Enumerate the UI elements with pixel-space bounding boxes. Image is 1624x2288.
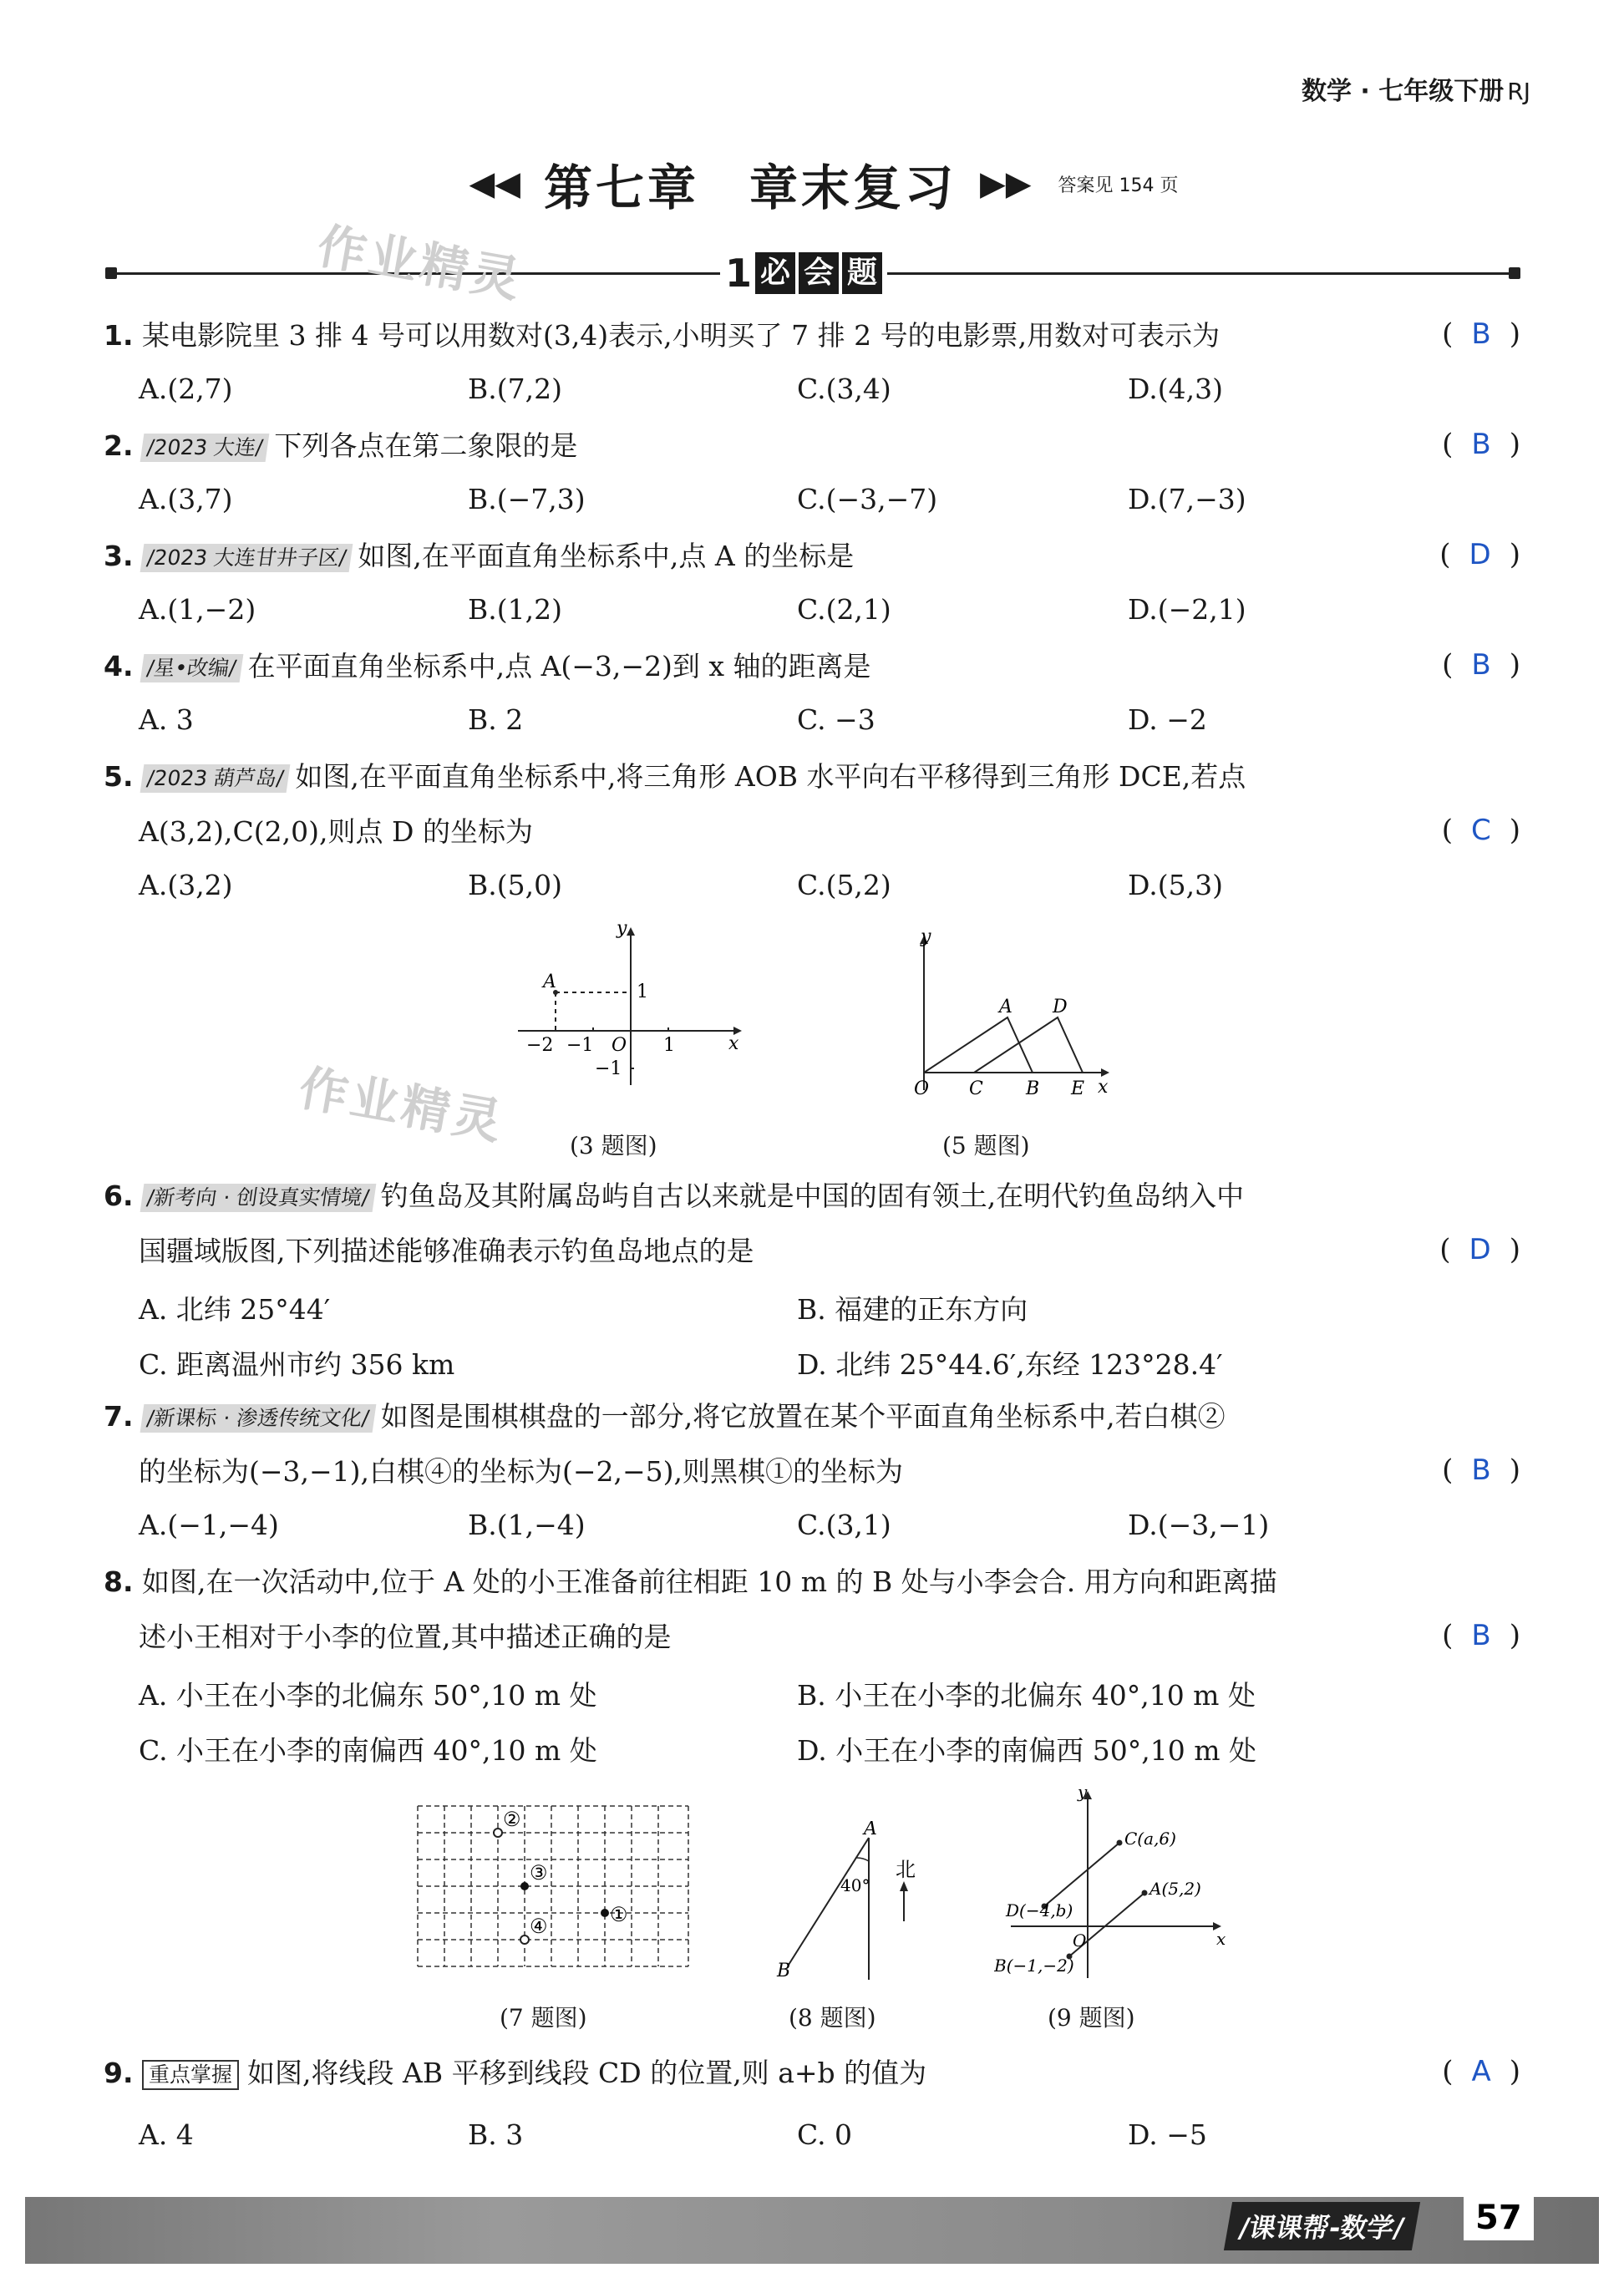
option-a: A. 北纬 25°44′ (139, 1293, 331, 1326)
question-5: 5. /2023 葫芦岛/ 如图,在平面直角坐标系中,将三角形 AOB 水平向右平移得到三角形 DCE,若点 (104, 760, 1246, 793)
option-c: C.(−3,−7) (797, 483, 938, 515)
option-a: A. 3 (139, 703, 194, 736)
question-6-continued: 国疆域版图,下列描述能够准确表示钓鱼岛地点的是 (139, 1235, 754, 1267)
source-tag: /2023 葫芦岛/ (140, 764, 291, 793)
question-6: 6. /新考向 · 创设真实情境/ 钓鱼岛及其附属岛屿自古以来就是中国的固有领土,在明代钓鱼岛纳入中 (104, 1180, 1245, 1212)
option-d: D.(5,3) (1128, 869, 1224, 901)
option-d: D. −5 (1128, 2118, 1207, 2151)
north-label: 北 (896, 1858, 916, 1881)
answer-bracket: ( C ) (1441, 814, 1520, 847)
point-label-c: C (969, 1078, 983, 1099)
option-a: A.(3,7) (139, 483, 233, 515)
option-b: B. 福建的正东方向 (797, 1293, 1028, 1326)
watermark: 作业精灵 (313, 216, 528, 309)
source-tag: /新考向 · 创设真实情境/ (140, 1184, 376, 1212)
figure-7 (411, 1796, 695, 1983)
option-d: D. 小王在小李的南偏西 50°,10 m 处 (797, 1734, 1256, 1767)
answer-letter: B (1471, 428, 1491, 461)
white-stone (494, 1829, 502, 1837)
axis-label-y: y (1078, 1784, 1088, 1802)
option-b: B. 3 (468, 2118, 524, 2151)
question-text: 如图,在一次活动中,位于 A 处的小王准备前往相距 10 m 的 B 处与小李会合. 用方向和距离描 (142, 1565, 1277, 1598)
tick-label-x1: 1 (663, 1035, 675, 1056)
option-c: C.(3,4) (797, 373, 891, 405)
page-number: 57 (1464, 2195, 1534, 2240)
question-3: 3. /2023 大连甘井子区/ 如图,在平面直角坐标系中,点 A 的坐标是 (104, 540, 855, 572)
figure-5-caption: (5 题图) (942, 1132, 1030, 1159)
question-4: 4. /星•改编/ 在平面直角坐标系中,点 A(−3,−2)到 x 轴的距离是 (104, 650, 871, 682)
chapter-title-bar (0, 149, 1624, 219)
answer-bracket: ( D ) (1439, 1233, 1520, 1266)
axis-label-x: x (1098, 1077, 1109, 1098)
section-char-2: 会 (799, 252, 839, 294)
option-d: D. −2 (1128, 703, 1207, 736)
option-a: A.(3,2) (139, 869, 233, 901)
question-7: 7. /新课标 · 渗透传统文化/ 如图是围棋棋盘的一部分,将它放置在某个平面直角坐标系中,若白棋② (104, 1400, 1226, 1433)
point-label-c: C(a,6) (1124, 1829, 1176, 1849)
point-label-a: A (864, 1821, 877, 1839)
option-b: B. 2 (468, 703, 524, 736)
figure-5 (882, 927, 1116, 1106)
option-a: A.(−1,−4) (139, 1509, 279, 1541)
section-line-dot-right (1509, 267, 1520, 279)
answer-letter: B (1471, 648, 1491, 682)
origin-label: O (914, 1078, 930, 1099)
question-7-continued: 的坐标为(−3,−1),白棋④的坐标为(−2,−5),则黑棋①的坐标为 (139, 1455, 904, 1488)
stone-label-1: ① (610, 1903, 628, 1926)
question-8-continued: 述小王相对于小李的位置,其中描述正确的是 (139, 1621, 672, 1653)
answer-letter: D (1469, 538, 1491, 571)
double-left-arrow-icon: ◀◀ (469, 165, 520, 203)
option-c: C. 0 (797, 2118, 853, 2151)
option-b: B. 小王在小李的北偏东 40°,10 m 处 (797, 1679, 1256, 1712)
watermark: 作业精灵 (295, 1058, 510, 1151)
source-tag: /2023 大连/ (140, 434, 270, 462)
option-d: D. 北纬 25°44.6′,东经 123°28.4′ (797, 1348, 1223, 1381)
option-b: B.(7,2) (468, 373, 562, 405)
answer-bracket: ( A ) (1442, 2055, 1520, 2088)
answer-letter: B (1471, 317, 1491, 351)
page-title (544, 149, 957, 219)
figure-3-caption: (3 题图) (570, 1132, 657, 1159)
source-tag: /星•改编/ (140, 654, 243, 682)
header-edition: RJ (1507, 78, 1530, 105)
stone-label-2: ② (503, 1808, 521, 1831)
question-text: 如图是围棋棋盘的一部分,将它放置在某个平面直角坐标系中,若白棋② (380, 1400, 1226, 1433)
figure-7-caption: (7 题图) (500, 2004, 587, 2032)
option-d: D.(7,−3) (1128, 483, 1246, 515)
figure-3 (510, 922, 743, 1093)
option-d: D.(−3,−1) (1128, 1509, 1270, 1541)
header-subject: 数学 · 七年级下册 (1301, 77, 1505, 106)
question-text: 下列各点在第二象限的是 (274, 429, 578, 462)
question-1: 1. 某电影院里 3 排 4 号可以用数对(3,4)表示,小明买了 7 排 2 号的电影票,用数对可表示为 (104, 319, 1221, 352)
option-c: C. 小王在小李的南偏西 40°,10 m 处 (139, 1734, 597, 1767)
option-a: A.(1,−2) (139, 593, 256, 626)
tick-label-xm2: −2 (526, 1035, 554, 1056)
tick-label-y1: 1 (637, 982, 648, 1002)
axis-label-y: y (617, 922, 627, 939)
option-b: B.(−7,3) (468, 483, 586, 515)
point-label-e: E (1071, 1078, 1085, 1099)
point-label-b: B(−1,−2) (994, 1956, 1074, 1976)
point-label-b: B (1026, 1078, 1040, 1099)
option-d: D.(4,3) (1128, 373, 1224, 405)
question-text: 如图,将线段 AB 平移到线段 CD 的位置,则 a+b 的值为 (247, 2057, 927, 2089)
option-a: A. 小王在小李的北偏东 50°,10 m 处 (139, 1679, 597, 1712)
option-d: D.(−2,1) (1128, 593, 1246, 626)
source-tag: /新课标 · 渗透传统文化/ (140, 1404, 376, 1433)
option-a: A. 4 (139, 2118, 194, 2151)
point-label-a: A(5,2) (1149, 1879, 1201, 1899)
answer-letter: C (1470, 814, 1491, 847)
axis-label-x: x (728, 1033, 739, 1054)
question-text: 某电影院里 3 排 4 号可以用数对(3,4)表示,小明买了 7 排 2 号的电影票,用数对可表示为 (142, 319, 1221, 352)
point-label-a: A (543, 972, 556, 992)
option-b: B.(1,−4) (468, 1509, 586, 1541)
footer-label: /课课帮-数学/ (1224, 2202, 1420, 2250)
axis-label-x: x (1216, 1929, 1226, 1949)
tick-label-ym1: −1 (595, 1058, 622, 1079)
answer-reference: 答案见 154 页 (1058, 175, 1179, 196)
option-a: A.(2,7) (139, 373, 233, 405)
point-label-b: B (777, 1961, 791, 1981)
section-number: 1 (725, 251, 753, 296)
section-badge (720, 251, 887, 296)
question-2: 2. /2023 大连/ 下列各点在第二象限的是 (104, 429, 578, 462)
question-8: 8. 如图,在一次活动中,位于 A 处的小王准备前往相距 10 m 的 B 处与小李会合. 用方向和距离描 (104, 1565, 1277, 1598)
answer-letter: D (1469, 1233, 1491, 1266)
origin-label: O (1073, 1930, 1087, 1951)
stone-label-3: ③ (530, 1861, 548, 1885)
figure-8 (770, 1821, 937, 1991)
section-char-1: 必 (755, 252, 795, 294)
answer-bracket: ( B ) (1442, 1453, 1520, 1487)
answer-bracket: ( B ) (1442, 317, 1520, 351)
stone-label-4: ④ (530, 1915, 548, 1938)
question-9: 9. 重点掌握 如图,将线段 AB 平移到线段 CD 的位置,则 a+b 的值为 (104, 2057, 927, 2089)
point-label-a: A (999, 997, 1012, 1017)
figure-8-caption: (8 题图) (789, 2004, 876, 2032)
answer-bracket: ( D ) (1439, 538, 1520, 571)
option-c: C.(3,1) (797, 1509, 891, 1541)
option-c: C. 距离温州市约 356 km (139, 1348, 455, 1381)
origin-label: O (612, 1035, 627, 1056)
answer-letter: B (1471, 1619, 1491, 1652)
axis-label-y: y (921, 927, 931, 947)
black-stone (520, 1882, 529, 1890)
answer-bracket: ( B ) (1442, 428, 1520, 461)
option-c: C.(5,2) (797, 869, 891, 901)
key-point-tag: 重点掌握 (142, 2060, 239, 2090)
option-b: B.(5,0) (468, 869, 562, 901)
question-text: 如图,在平面直角坐标系中,点 A 的坐标是 (358, 540, 855, 572)
double-right-arrow-icon: ▶▶ (980, 165, 1032, 203)
angle-label: 40° (840, 1875, 870, 1895)
chapter-number: 第七章 (543, 160, 699, 216)
figure-9-caption: (9 题图) (1048, 2004, 1135, 2032)
source-tag: /2023 大连甘井子区/ (140, 544, 353, 572)
tick-label-xm1: −1 (566, 1035, 594, 1056)
answer-bracket: ( B ) (1442, 648, 1520, 682)
question-5-continued: A(3,2),C(2,0),则点 D 的坐标为 (139, 815, 533, 848)
question-text: 在平面直角坐标系中,点 A(−3,−2)到 x 轴的距离是 (247, 650, 871, 682)
chapter-name: 章末复习 (749, 160, 957, 216)
black-stone (601, 1909, 609, 1917)
question-text: 如图,在平面直角坐标系中,将三角形 AOB 水平向右平移得到三角形 DCE,若点 (295, 760, 1246, 793)
figure-9 (994, 1784, 1236, 1988)
white-stone (520, 1935, 529, 1944)
section-char-3: 题 (842, 252, 882, 294)
point-label-d: D(−4,b) (1006, 1900, 1073, 1920)
option-c: C.(2,1) (797, 593, 891, 626)
answer-bracket: ( B ) (1442, 1619, 1520, 1652)
option-c: C. −3 (797, 703, 875, 736)
option-b: B.(1,2) (468, 593, 562, 626)
question-text: 钓鱼岛及其附属岛屿自古以来就是中国的固有领土,在明代钓鱼岛纳入中 (380, 1180, 1245, 1212)
point-label-d: D (1053, 997, 1068, 1017)
answer-letter: B (1471, 1453, 1491, 1487)
book-header (1302, 70, 1530, 107)
answer-letter: A (1471, 2055, 1491, 2088)
